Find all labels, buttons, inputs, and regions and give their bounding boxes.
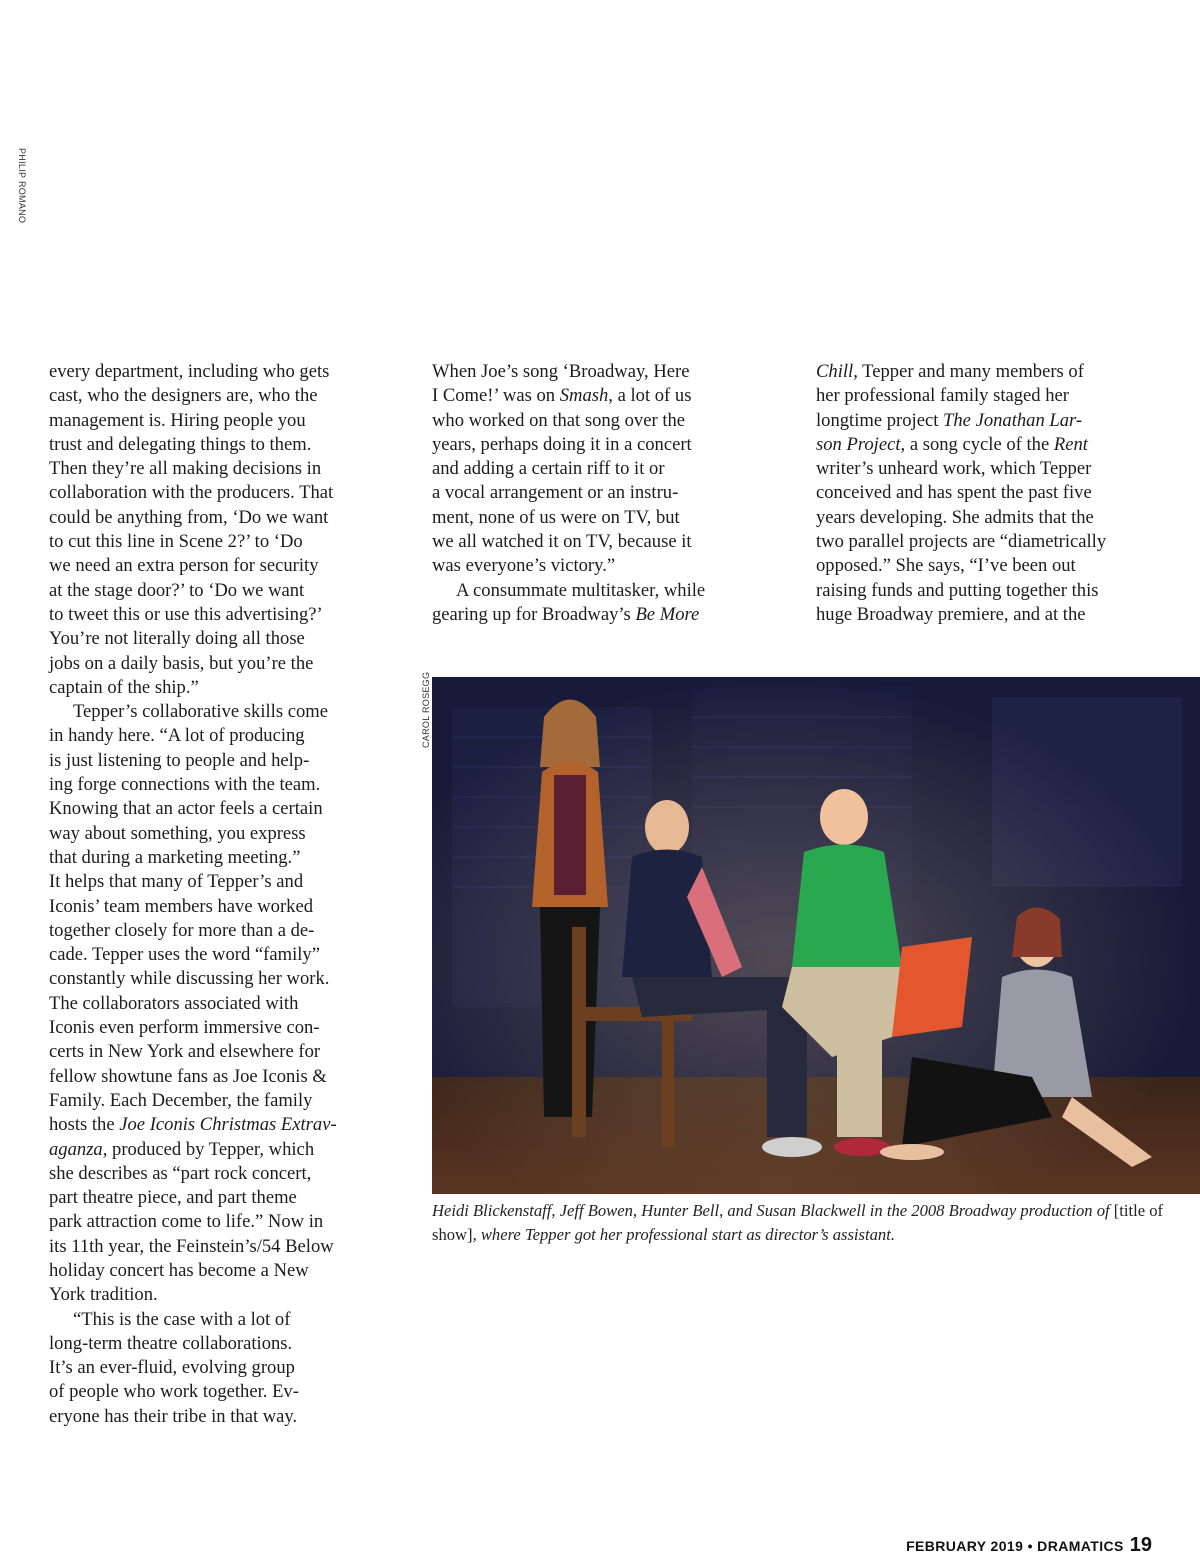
text-line: cade. Tepper uses the word “family” xyxy=(49,944,320,966)
text-line: is just listening to people and help- xyxy=(49,749,310,771)
text-line: we all watched it on TV, because it xyxy=(432,531,692,553)
text-line xyxy=(432,603,772,627)
text-line: “This is the case with a lot of xyxy=(73,1308,291,1330)
text-line: its 11th year, the Feinstein’s/54 Below xyxy=(49,1235,334,1257)
text-line: who worked on that song over the xyxy=(432,409,686,431)
text-line xyxy=(49,1113,389,1137)
text-line: that during a marketing meeting.” xyxy=(49,846,301,868)
caption-names: Heidi Blickenstaff, Jeff Bowen, Hunter Bell, and Susan Blackwell in the 2008 Broadway xyxy=(432,1201,1017,1220)
text-run: , a lot of us xyxy=(608,385,692,407)
text-line: holiday concert has become a New xyxy=(49,1259,309,1281)
text-line: jobs on a daily basis, but you’re the xyxy=(49,652,314,674)
show-title: Smash xyxy=(559,385,609,407)
text-line: Knowing that an actor feels a certain xyxy=(49,798,323,820)
text-line: in handy here. “A lot of producing xyxy=(49,725,305,747)
text-run: longtime project xyxy=(816,409,944,431)
stage-photo-illustration xyxy=(432,677,1200,1194)
text-line: certs in New York and elsewhere for xyxy=(49,1041,321,1063)
text-line: park attraction come to life.” Now in xyxy=(49,1211,324,1233)
text-line: collaboration with the producers. That xyxy=(49,482,334,504)
text-line: management is. Hiring people you xyxy=(49,409,306,431)
photo-credit-top: PHILIP ROMANO xyxy=(17,148,27,224)
text-line: was everyone’s victory.” xyxy=(432,555,616,577)
text-line: long-term theatre collaborations. xyxy=(49,1332,293,1354)
stage-photo xyxy=(432,677,1200,1194)
photo-credit-bottom: CAROL ROSEGG xyxy=(421,671,431,748)
show-title: Rent xyxy=(1053,433,1088,455)
text-line: It’s an ever-fluid, evolving group xyxy=(49,1357,295,1379)
text-line: Family. Each December, the family xyxy=(49,1089,313,1111)
text-line: every department, including who gets xyxy=(49,361,330,382)
text-line: The collaborators associated with xyxy=(49,992,299,1014)
text-line: years developing. She admits that the xyxy=(816,506,1094,528)
text-line: we need an extra person for security xyxy=(49,555,319,577)
show-title: son Project xyxy=(816,433,901,455)
text-line: and adding a certain riff to it or xyxy=(432,458,665,480)
text-line: raising funds and putting together this xyxy=(816,579,1099,601)
text-run: , Tepper and many members of xyxy=(853,361,1084,382)
text-line: ing forge connections with the team. xyxy=(49,774,321,796)
text-line: writer’s unheard work, which Tepper xyxy=(816,458,1092,480)
photo-caption xyxy=(432,1199,1192,1247)
text-line: huge Broadway premiere, and at the xyxy=(816,603,1086,625)
text-line xyxy=(432,384,772,408)
text-line: of people who work together. Ev- xyxy=(49,1381,299,1403)
text-line: York tradition. xyxy=(49,1284,158,1306)
page-footer xyxy=(906,1534,1152,1557)
text-line: two parallel projects are “diametrically xyxy=(816,531,1107,553)
text-line: ment, none of us were on TV, but xyxy=(432,506,680,528)
text-line: conceived and has spent the past five xyxy=(816,482,1092,504)
text-line: part theatre piece, and part theme xyxy=(49,1187,297,1209)
text-run: I Come!’ was on xyxy=(432,385,560,407)
text-line xyxy=(816,409,1156,433)
show-title: The Jonathan Lar- xyxy=(943,409,1083,431)
text-line: When Joe’s song ‘Broadway, Here xyxy=(432,361,690,382)
text-line: It helps that many of Tepper’s and xyxy=(49,871,304,893)
text-line xyxy=(816,433,1156,457)
text-line: at the stage door?’ to ‘Do we want xyxy=(49,579,305,601)
show-title: Joe Iconis Christmas Extrav- xyxy=(119,1114,337,1136)
text-line xyxy=(49,1138,389,1162)
text-line: Tepper’s collaborative skills come xyxy=(73,701,328,723)
issue-and-magazine: FEBRUARY 2019 • DRAMATICS xyxy=(906,1538,1124,1554)
article-column-1 xyxy=(49,360,389,1429)
article-column-2 xyxy=(432,360,772,627)
text-run: , produced by Tepper, which xyxy=(102,1138,315,1160)
caption-text-end: , where Tepper got her professional start as director’s assistant. xyxy=(472,1225,895,1244)
text-line: years, perhaps doing it in a concert xyxy=(432,433,692,455)
text-line: could be anything from, ‘Do we want xyxy=(49,506,329,528)
caption-show-title: [title of show] xyxy=(432,1201,1164,1244)
text-line: trust and delegating things to them. xyxy=(49,433,312,455)
text-run: , a song cycle of the xyxy=(900,433,1054,455)
text-line: to tweet this or use this advertising?’ xyxy=(49,603,323,625)
text-line: a vocal arrangement or an instru- xyxy=(432,482,679,504)
text-line: way about something, you express xyxy=(49,822,306,844)
text-line: together closely for more than a de- xyxy=(49,919,315,941)
text-run: hosts the xyxy=(49,1114,120,1136)
text-line: constantly while discussing her work. xyxy=(49,968,330,990)
text-line xyxy=(816,360,1156,384)
text-line: captain of the ship.” xyxy=(49,676,199,698)
show-title: Be More xyxy=(635,603,700,625)
text-line: Then they’re all making decisions in xyxy=(49,458,322,480)
text-line: You’re not literally doing all those xyxy=(49,628,305,650)
text-line: Iconis’ team members have worked xyxy=(49,895,313,917)
text-line: eryone has their tribe in that way. xyxy=(49,1405,298,1427)
text-line: her professional family staged her xyxy=(816,385,1069,407)
show-title: Chill xyxy=(816,361,854,382)
text-line: to cut this line in Scene 2?’ to ‘Do xyxy=(49,531,303,553)
text-line: A consummate multitasker, while xyxy=(456,579,706,601)
text-line: opposed.” She says, “I’ve been out xyxy=(816,555,1076,577)
text-line: she describes as “part rock concert, xyxy=(49,1162,312,1184)
text-line: Iconis even perform immersive con- xyxy=(49,1017,320,1039)
text-line: cast, who the designers are, who the xyxy=(49,385,318,407)
caption-text: production of xyxy=(1020,1201,1110,1220)
text-line: fellow showtune fans as Joe Iconis & xyxy=(49,1065,327,1087)
article-column-3 xyxy=(816,360,1156,627)
show-title: aganza xyxy=(49,1138,103,1160)
text-run: gearing up for Broadway’s xyxy=(432,603,636,625)
page-number: 19 xyxy=(1129,1534,1152,1556)
